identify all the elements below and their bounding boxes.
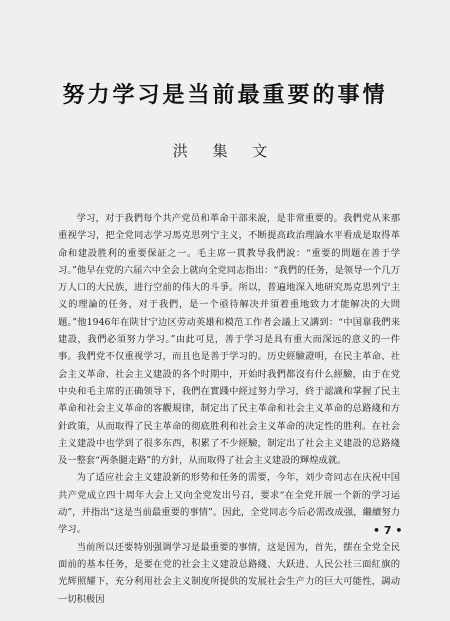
page-number: • 7 • bbox=[373, 524, 403, 537]
body-paragraph: 为了适应社会主义建設新的形势和任务的需要，今年，刘少奇同志在庆祝中国共产党成立四十周年大会上又向全党发出号召，要求“在全党开展一个新的学习运动”，并指出“这是当前最重要的事情”。因此，全党同志今后必需改成强，繼續努力学习。 bbox=[58, 472, 400, 536]
body-paragraph: 学习，对于我們每个共产党员和革命干部来說，是非常重要的。我們党从来那重视学习，把全党同志学习馬克思列宁主义，不断提高政治理論水平看成是取得革命和建設胜利的重要保証之一。毛主席一貫教导我們說：“重要的問題在善于学习。”他早在党的六届六中全会上就向全党同志指出：“我們的任务，是领导一个几万万人口的大民族，进行空前的伟大的斗爭。所以，普遍地深入地研究馬克思列宁主义的理論的任务，对于我們，是一个亟待解决并須着重地致力才能解决的大問題。”他1946年在陕甘宁边区劳动英雄和模范工作者会議上又講到：“中国靠我們来建設，我們必須努力学习。”由此可見，善于学习是具有重大而深远的意义的一件事。我們党不仅重视学习，而且也是善于学习的。历史經驗證明，在民主革命、社会主义革命、社会主义建設的各个时期中，开始时我們都沒有什么經驗，由于在党中央和毛主席的正确领导下，我們在實踐中經过努力学习，終于認識和掌握了民主革命和社会主义革命的客觀規律，制定出了民主革命和社会主义革命的总路綫和方針政策，从而取得了民主革命的彻底胜利和社会主义革命的决定性的胜利。在社会主义建設中也学到了很多东西，积累了不少經驗，制定出了社会主义建設的总路綫及一整套“两条腿走路”的方針，从而取得了社会主义建設的輝煌成就。 bbox=[58, 213, 400, 467]
article-body bbox=[58, 210, 403, 608]
body-paragraph: 当前所以还要特别强调学习是最重要的事情，这是因为，首先，摆在全党全民面前的基本任务，是要在党的社会主义建設总路綫、大跃进、人民公社三面紅旗的光辉照耀下，充分利用社会主义制度所提供的发展社会生产力的巨大可能性，調动一切积极因 bbox=[58, 541, 400, 605]
article-title: 努力学习是当前最重要的事情 bbox=[62, 83, 388, 108]
article-author: 洪 集 文 bbox=[172, 142, 278, 160]
